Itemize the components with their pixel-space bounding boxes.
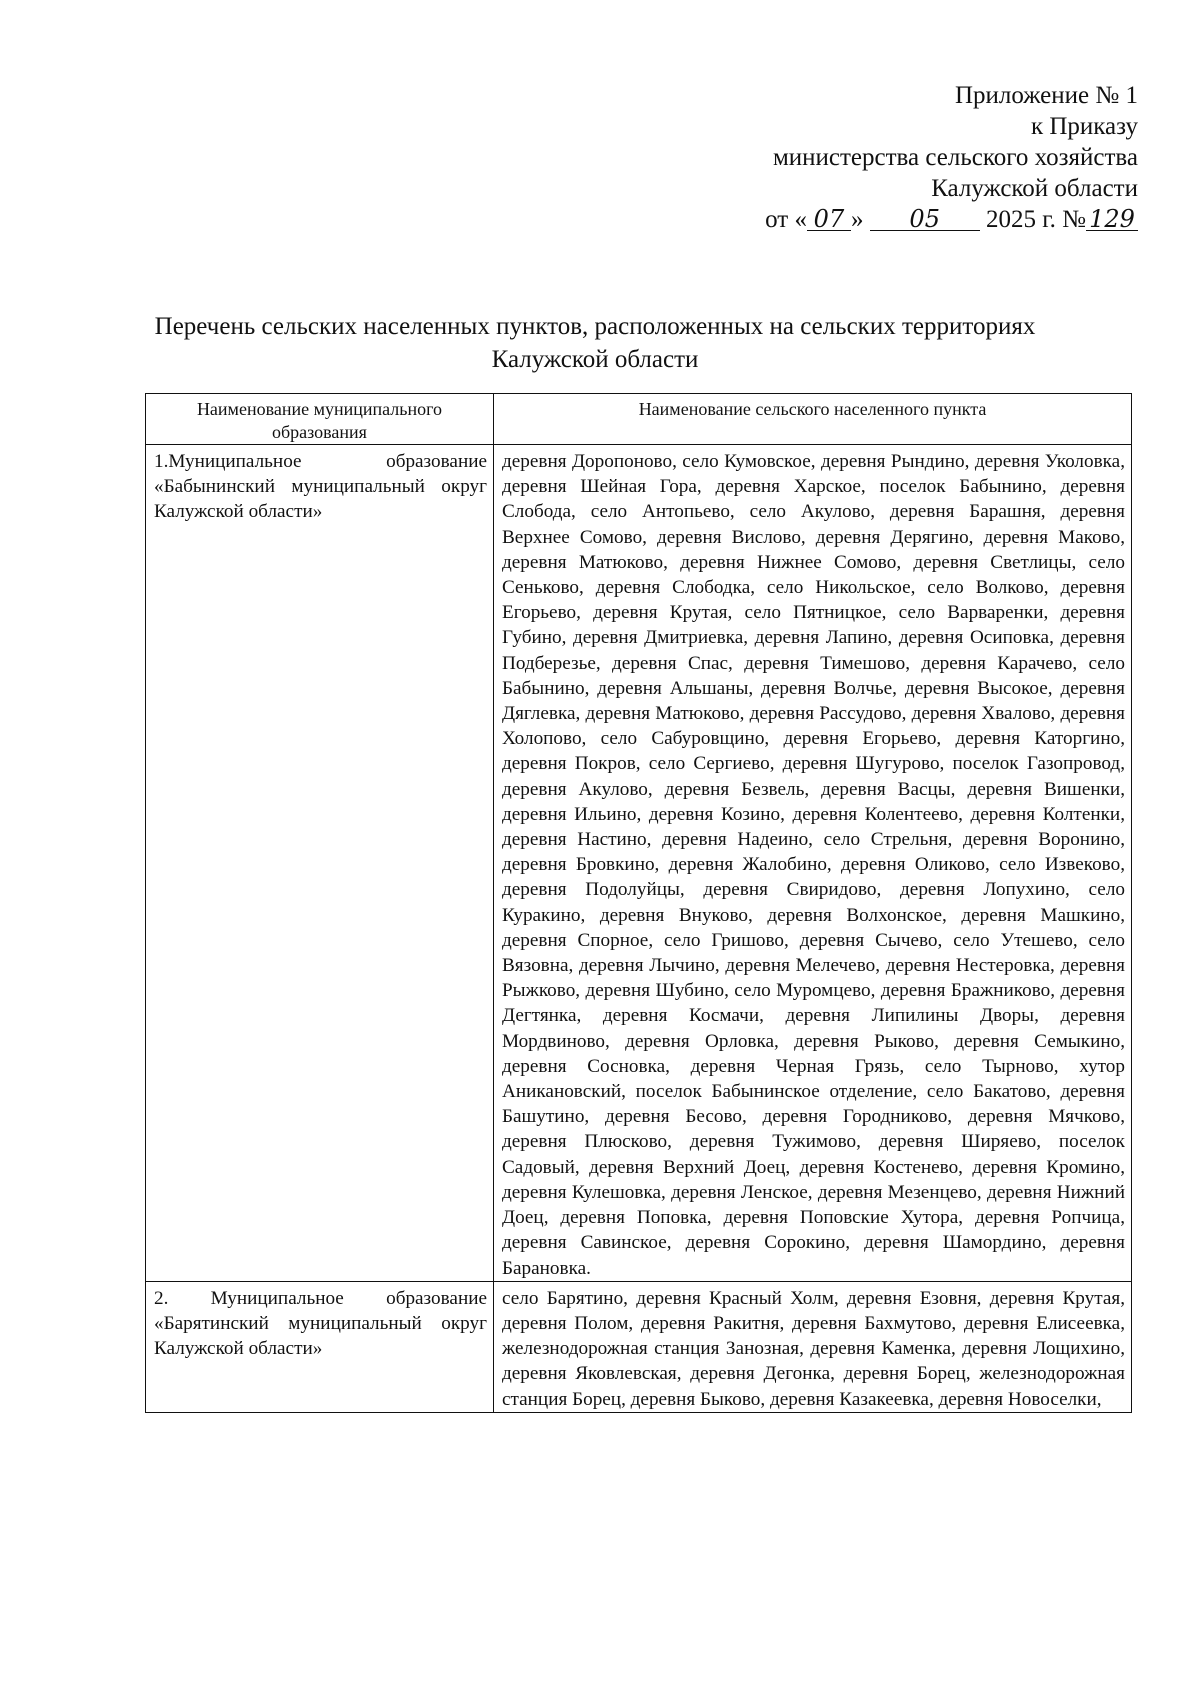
date-prefix: от « xyxy=(765,206,807,233)
appendix-line-1: Приложение № 1 xyxy=(954,82,1138,109)
settlements-cell: село Барятино, деревня Красный Холм, деревня Езовня, деревня Крутая, деревня Полом, деревня Ракитня, деревня Бахмутово, деревня Елисеевка, железнодорожная станция Занозная, деревня Каменка, деревня Лощихино, деревня Яковлевская, деревня Дегонка, деревня Борец, железнодорожная станция Борец, деревня Быково, деревня Казакеевка, деревня Новоселки, xyxy=(494,1281,1132,1412)
date-year: 2025 г. № xyxy=(985,206,1086,233)
date-day-handwritten: 07 xyxy=(807,208,851,231)
municipality-name-cell: 2. Муниципальное образование «Барятинский муниципальный округ Калужской области» xyxy=(146,1281,494,1412)
table-row xyxy=(146,445,1132,1282)
order-number-handwritten: 129 xyxy=(1086,208,1138,231)
table-header-row xyxy=(146,394,1132,445)
municipality-name-cell: 1.Муниципальное образование «Бабынинский муниципальный округ Калужской области» xyxy=(146,445,494,1282)
appendix-line-3: министерства сельского хозяйства xyxy=(772,144,1138,171)
table-row xyxy=(146,1281,1132,1412)
column-header-settlement: Наименование сельского населенного пункта xyxy=(494,394,1132,445)
appendix-line-2: к Приказу xyxy=(1030,113,1138,140)
date-mid: » xyxy=(850,206,864,233)
settlements-table xyxy=(145,393,1132,1413)
document-title: Перечень сельских населенных пунктов, расположенных на сельских территориях Калужской области xyxy=(154,313,1036,373)
settlements-cell: деревня Доропоново, село Кумовское, деревня Рындино, деревня Уколовка, деревня Шейная Гора, деревня Харское, поселок Бабынино, деревня Слобода, село Антопьево, село Акулово, деревня Барашня, деревня Верхнее Сомово, деревня Вислово, деревня Дерягино, деревня Маково, деревня Матюково, деревня Нижнее Сомово, деревня Светлицы, село Сеньково, деревня Слободка, село Никольское, село Волково, деревня Егорьево, деревня Крутая, село Пятницкое, село Варваренки, деревня Губино, деревня Дмитриевка, деревня Лапино, деревня Осиповка, деревня Подберезье, деревня Спас, деревня Тимешово, деревня Карачево, село Бабынино, деревня Альшаны, деревня Волчье, деревня Высокое, деревня Дяглевка, деревня Матюково, деревня Рассудово, деревня Хвалово, деревня Холопово, село Сабуровщино, деревня Егорьево, деревня Каторгино, деревня Покров, село Сергиево, деревня Шугурово, поселок Газопровод, деревня Акулово, деревня Безвель, деревня Васцы, деревня Вишенки, деревня Ильино, деревня Козино, деревня Колентеево, деревня Колтенки, деревня Настино, деревня Надеино, село Стрельня, деревня Воронино, деревня Бровкино, деревня Жалобино, деревня Оликово, село Извеково, деревня Подолуйцы, деревня Свиридово, деревня Лопухино, село Куракино, деревня Внуково, деревня Волхонское, деревня Машкино, деревня Спорное, село Гришово, деревня Сычево, село Утешево, село Вязовна, деревня Лычино, деревня Мелечево, деревня Нестеровка, деревня Рыжково, деревня Шубино, село Муромцево, деревня Бражниково, деревня Дегтянка, деревня Космачи, деревня Липилины Дворы, деревня Мордвиново, деревня Орловка, деревня Рыково, деревня Семыкино, деревня Сосновка, деревня Черная Грязь, село Тырново, хутор Аникановский, поселок Бабынинское отделение, село Бакатово, деревня Башутино, деревня Бесово, деревня Городниково, деревня Мячково, деревня Плюсково, деревня Тужимово, деревня Ширяево, поселок Садовый, деревня Верхний Доец, деревня Костенево, деревня Кромино, деревня Кулешовка, деревня Ленское, деревня Мезенцево, деревня Нижний Доец, деревня Поповка, деревня Поповские Хутора, деревня Ропчица, деревня Савинское, деревня Сорокино, деревня Шамордино, деревня Барановка. xyxy=(494,445,1132,1282)
column-header-municipality: Наименование муниципального образования xyxy=(146,394,494,445)
order-date-line xyxy=(765,204,1138,235)
appendix-line-4: Калужской области xyxy=(931,175,1138,202)
appendix-header xyxy=(765,80,1138,235)
date-month-handwritten: 05 xyxy=(870,208,980,231)
